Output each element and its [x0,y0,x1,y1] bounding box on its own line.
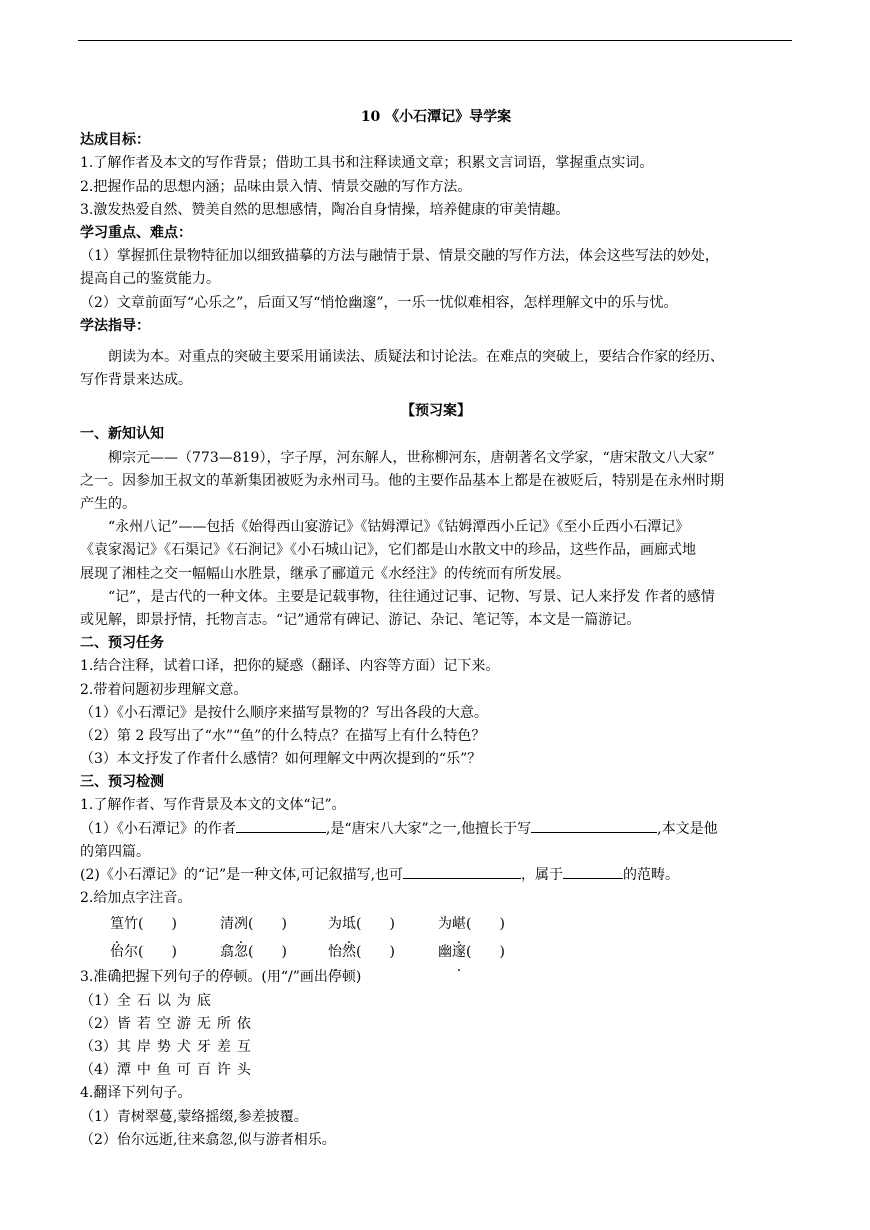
pinyin-item[interactable]: 翕忽( ) [220,944,287,961]
document-body [80,106,792,1152]
pinyin-row [80,938,792,966]
key-heading: 学习重点、难点： [80,224,192,241]
question-1-1 [80,818,792,841]
paragraph-continued: 或见解，即景抒情，托物言志。“记”通常有碑记、游记、杂记、笔记等，本文是一篇游记。 [80,611,641,628]
pinyin-item[interactable]: 清冽( ) [220,916,287,933]
key-item: （2）文章前面写“心乐之”，后面又写“悄怆幽邃”，一乐一忧似难相容，怎样理解文中的乐与忧。 [80,294,678,311]
method-text: 朗读为本。对重点的突破主要采用诵读法、质疑法和讨论法。在难点的突破上，要结合作家的经历、 [108,348,724,365]
paragraph: “永州八记”——包括《始得西山宴游记》《钴姆潭记》《钴姆潭西小丘记》《至小丘西小石潭记》 [108,519,690,536]
method-heading: 学法指导： [80,317,150,334]
paragraph-continued: 《袁家渴记》《石渠记》《石涧记》《小石城山记》，它们都是山水散文中的珍品，这些作品，画廊式地 [80,542,696,559]
part3-heading: 三、预习检测 [80,774,164,791]
question-2: 2.给加点字注音。 [80,890,192,907]
question-1: 1.了解作者、写作背景及本文的文体“记”。 [80,797,346,814]
translate-item: （2）佁尔远逝,往来翕忽,似与游者相乐。 [80,1131,336,1148]
answer-blank[interactable] [531,818,657,833]
question-1-1-continued: 的第四篇。 [80,843,150,860]
pause-item[interactable]: （4）潭中鱼可百许头 [80,1062,257,1079]
goal-item: 2.把握作品的思想内涵；品味由景入情、情景交融的写作方法。 [80,178,472,195]
question-text: (2)《小石潭记》的“记”是一种文体,可记叙描写,也可 [80,867,404,883]
pinyin-item[interactable]: 篁竹( ) [110,916,177,933]
task-item: （1）《小石潭记》是按什么顺序来描写景物的？写出各段的大意。 [80,704,488,721]
goals-heading: 达成目标： [80,132,150,149]
paragraph: “记”，是古代的一种文体。主要是记载事物，往往通过记事、记物、写景、记人来抒发 作者的感情 [108,588,715,605]
task-item: （2）第 2 段写出了“水”“鱼”的什么特点？在描写上有什么特色？ [80,727,486,744]
question-3: 3.准确把握下列句子的停顿。(用“/”画出停顿) [80,969,362,986]
task-item: （3）本文抒发了作者什么感情？如何理解文中两次提到的“乐”？ [80,751,482,768]
paragraph-continued: 产生的。 [80,496,136,512]
page-title: 10 《小石潭记》导学案 [360,109,512,125]
task-item: 2.带着问题初步理解文意。 [80,681,248,698]
pause-item[interactable]: （2）皆若空游无所依 [80,1015,257,1032]
part2-heading: 二、预习任务 [80,635,164,652]
question-4: 4.翻译下列句子。 [80,1085,192,1102]
key-item-continued: 提高自己的鉴赏能力。 [80,271,220,288]
method-text-continued: 写作背景来达成。 [80,372,192,389]
header-rule [78,40,792,41]
pause-item[interactable]: （3）其岸势犬牙差互 [80,1038,257,1055]
pinyin-item[interactable]: 幽邃( ) [438,944,505,961]
paragraph-continued: 展现了湘桂之交一幅幅山水胜景，继承了郦道元《水经注》的传统而有所发展。 [80,565,570,582]
question-1-2 [80,864,792,887]
goal-item: 3.激发热爱自然、赞美自然的思想感情，陶冶自身情操，培养健康的审美情趣。 [80,201,570,218]
question-text: ，属于 [521,867,564,883]
task-item: 1.结合注释，试着口译，把你的疑惑（翻译、内容等方面）记下来。 [80,658,500,675]
goal-item: 1.了解作者及本文的写作背景；借助工具书和注释读通文章；积累文言词语，掌握重点实词。 [80,155,654,172]
pinyin-row [80,910,792,938]
answer-blank[interactable] [403,864,521,879]
question-text: ,本文是他 [657,820,718,837]
pinyin-item[interactable]: 为坻( ) [328,916,395,933]
question-text: （1）《小石潭记》的作者 [80,820,236,837]
preview-title: 【预习案】 [401,403,471,420]
paragraph: 柳宗元——（773—819），字子厚，河东解人，世称柳河东，唐朝著名文学家，“唐宋散文八大家” [108,449,715,466]
pinyin-item[interactable]: 怡然( ) [328,944,395,961]
question-text: 的范畴。 [623,867,680,883]
answer-blank[interactable] [563,864,623,879]
question-text: ,是“唐宋八大家”之一,他擅长于写 [325,820,532,837]
paragraph-continued: 之一。因参加王叔文的革新集团被贬为永州司马。他的主要作品基本上都是在被贬后，特别是在永州时期 [80,472,724,489]
pause-item[interactable]: （1）全石以为底 [80,992,217,1009]
translate-item: （1）青树翠蔓,蒙络摇缀,参差披覆。 [80,1108,308,1125]
part1-heading: 一、新知认知 [80,426,164,443]
pinyin-item[interactable]: 佁尔( ) [110,944,177,961]
answer-blank[interactable] [236,818,326,833]
pinyin-item[interactable]: 为嵁( ) [438,916,505,933]
key-item: （1）掌握抓住景物特征加以细致描摹的方法与融情于景、情景交融的写作方法，体会这些写法的妙处， [80,248,719,265]
